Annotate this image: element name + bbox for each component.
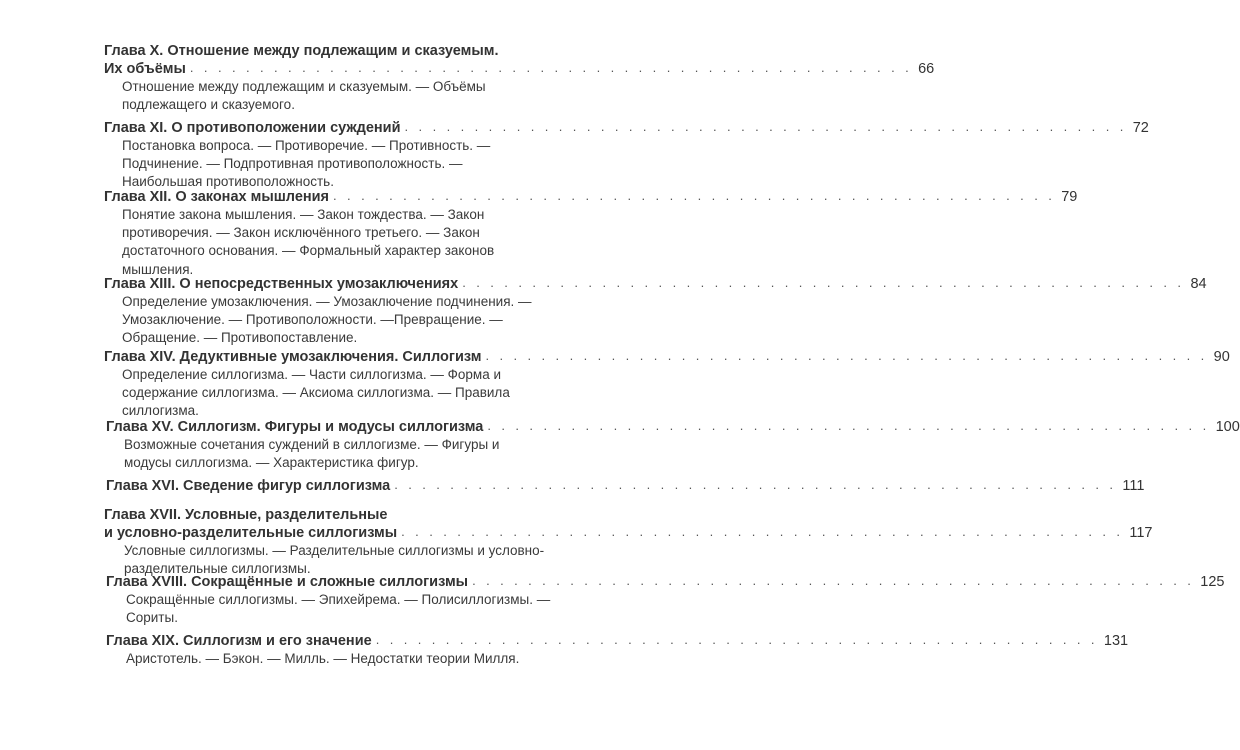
- leader-dots: . . . . . . . . . . . . . . . . . . . . . . . . . . . . . . . . . . . . . . . . . . . . . . . . . . . .: [487, 418, 1210, 433]
- chapter-description: [106, 591, 551, 627]
- chapter-description: [104, 366, 524, 421]
- toc-entry-chapter-15[interactable]: [106, 418, 1240, 472]
- chapter-title: Глава XVIII. Сокращённые и сложные силлогизмы: [106, 574, 469, 590]
- chapter-title: Глава XIII. О непосредственных умозаключениях: [104, 276, 459, 292]
- description-line: достаточного основания. — Формальный характер законов: [122, 243, 495, 259]
- description-line: Постановка вопроса. — Противоречие. — Противность. —: [122, 138, 491, 153]
- toc-entry-chapter-19[interactable]: [106, 632, 1129, 668]
- page-number: 117: [1129, 525, 1153, 541]
- description-line: Сокращённые силлогизмы. — Эпихейрема. — Полисиллогизмы. —: [126, 592, 551, 607]
- description-line: Возможные сочетания суждений в силлогизме. — Фигуры и: [124, 437, 500, 452]
- leader-dots: . . . . . . . . . . . . . . . . . . . . . . . . . . . . . . . . . . . . . . . . . . . . . . . . . . . .: [404, 119, 1127, 134]
- chapter-description: [104, 542, 545, 578]
- leader-dots: . . . . . . . . . . . . . . . . . . . . . . . . . . . . . . . . . . . . . . . . . . . . . . . . . . . .: [189, 60, 913, 75]
- page-number: 131: [1103, 633, 1129, 649]
- description-line: Сориты.: [126, 610, 178, 626]
- chapter-title: Глава X. Отношение между подлежащим и сказуемым.: [104, 43, 499, 59]
- description-line: Понятие закона мышления. — Закон тождества. — Закон: [122, 207, 485, 222]
- chapter-description: [104, 206, 524, 279]
- page-number: 84: [1190, 276, 1207, 292]
- description-line: Аристотель. — Бэкон. — Милль. — Недостатки теории Милля.: [126, 651, 520, 666]
- toc-entry-chapter-13[interactable]: [104, 275, 1207, 348]
- description-line: Отношение между подлежащим и сказуемым. — Объёмы: [122, 79, 486, 94]
- chapter-description: [106, 436, 526, 472]
- toc-entry-chapter-12[interactable]: [104, 188, 1078, 279]
- description-line: Определение умозаключения. — Умозаключение подчинения. —: [122, 294, 532, 309]
- toc-entry-chapter-16[interactable]: [106, 477, 1145, 494]
- toc-entry-chapter-10[interactable]: [104, 42, 935, 114]
- description-line: подлежащего и сказуемого.: [122, 97, 295, 113]
- description-line: силлогизма.: [122, 403, 199, 419]
- description-line: Обращение. — Противопоставление.: [122, 330, 358, 346]
- leader-dots: . . . . . . . . . . . . . . . . . . . . . . . . . . . . . . . . . . . . . . . . . . . . . . . . . . . .: [375, 632, 1098, 647]
- description-line: мышления.: [122, 261, 194, 277]
- chapter-description: [104, 78, 524, 114]
- description-line: Подчинение. — Подпротивная противоположность. —: [122, 156, 463, 172]
- chapter-description: [104, 137, 524, 192]
- page-number: 100: [1215, 419, 1240, 435]
- chapter-description: [106, 650, 526, 668]
- chapter-title: Глава XV. Силлогизм. Фигуры и модусы силлогизма: [106, 419, 484, 435]
- leader-dots: . . . . . . . . . . . . . . . . . . . . . . . . . . . . . . . . . . . . . . . . . . . . . . . . . . . .: [485, 348, 1208, 363]
- page-number: 125: [1200, 574, 1225, 590]
- chapter-title: Глава XI. О противоположении суждений: [104, 120, 401, 136]
- leader-dots: . . . . . . . . . . . . . . . . . . . . . . . . . . . . . . . . . . . . . . . . . . . . . . . . . . . .: [462, 275, 1185, 290]
- chapter-description: [104, 293, 532, 348]
- description-line: разделительные силлогизмы.: [124, 561, 311, 577]
- page-number: 90: [1213, 349, 1230, 365]
- chapter-title: Глава XIV. Дедуктивные умозаключения. Силлогизм: [104, 349, 482, 365]
- page-number: 111: [1122, 478, 1145, 494]
- page-number: 66: [918, 61, 935, 77]
- description-line: Наибольшая противоположность.: [122, 174, 334, 190]
- chapter-title: Глава XIX. Силлогизм и его значение: [106, 633, 372, 649]
- chapter-title-continued: и условно-разделительные силлогизмы: [104, 525, 398, 541]
- description-line: Умозаключение. — Противоположности. —Превращение. —: [122, 312, 503, 328]
- chapter-title: Глава XII. О законах мышления: [104, 189, 330, 205]
- page-number: 72: [1132, 120, 1149, 136]
- leader-dots: . . . . . . . . . . . . . . . . . . . . . . . . . . . . . . . . . . . . . . . . . . . . . . . . . . . .: [394, 477, 1117, 492]
- chapter-title-continued: Их объёмы: [104, 61, 186, 77]
- description-line: Определение силлогизма. — Части силлогизма. — Форма и: [122, 367, 502, 382]
- toc-entry-chapter-18[interactable]: [106, 573, 1225, 627]
- description-line: модусы силлогизма. — Характеристика фигур.: [124, 455, 419, 471]
- toc-entry-chapter-17[interactable]: [104, 506, 1153, 578]
- leader-dots: . . . . . . . . . . . . . . . . . . . . . . . . . . . . . . . . . . . . . . . . . . . . . . . . . . . .: [333, 188, 1056, 203]
- chapter-title: Глава XVII. Условные, разделительные: [104, 507, 388, 523]
- description-line: содержание силлогизма. — Аксиома силлогизма. — Правила: [122, 385, 510, 401]
- leader-dots: . . . . . . . . . . . . . . . . . . . . . . . . . . . . . . . . . . . . . . . . . . . . . . . . . . . .: [401, 524, 1124, 539]
- leader-dots: . . . . . . . . . . . . . . . . . . . . . . . . . . . . . . . . . . . . . . . . . . . . . . . . . . . .: [472, 573, 1195, 588]
- page-number: 79: [1061, 189, 1078, 205]
- toc-entry-chapter-14[interactable]: [104, 348, 1230, 421]
- toc-entry-chapter-11[interactable]: [104, 119, 1149, 192]
- description-line: Условные силлогизмы. — Разделительные силлогизмы и условно-: [124, 543, 545, 558]
- description-line: противоречия. — Закон исключённого третьего. — Закон: [122, 225, 480, 241]
- chapter-title: Глава XVI. Сведение фигур силлогизма: [106, 478, 391, 494]
